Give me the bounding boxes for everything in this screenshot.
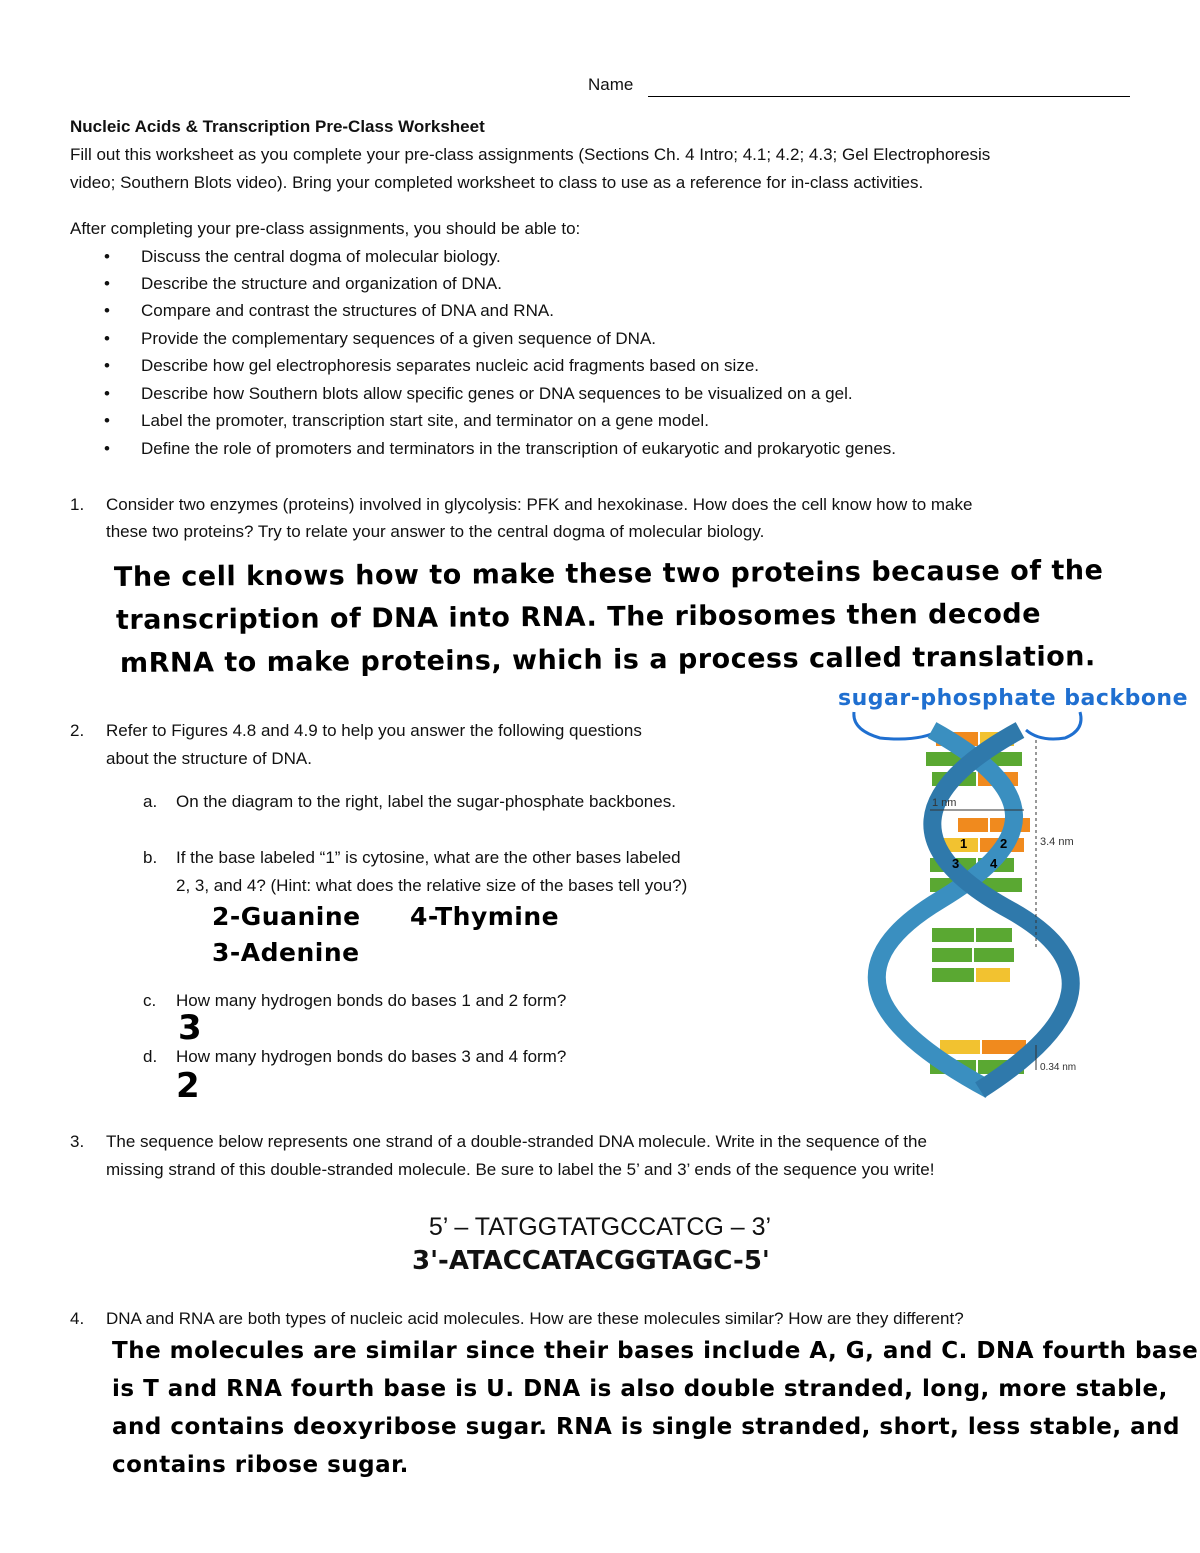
q3-line-2: missing strand of this double-stranded molecule. Be sure to label the 5’ and 3’ ends of the sequence you write! [106,1160,935,1179]
q1-answer-line-1: The cell knows how to make these two proteins because of the [113,555,1104,593]
q2d-letter: d. [143,1047,158,1066]
annotation-arrow-right [1026,712,1081,739]
worksheet-title: Nucleic Acids & Transcription Pre-Class Worksheet [70,117,485,136]
objective-item: Compare and contrast the structures of DNA and RNA. [141,301,554,320]
q1-line-2: these two proteins? Try to relate your answer to the central dogma of molecular biology. [106,522,765,541]
intro-line-2: video; Southern Blots video). Bring your completed worksheet to class to use as a reference for in-class activities. [70,173,924,192]
dna-helix-diagram [840,700,1160,1100]
bullet-icon: • [104,274,110,293]
q1-line-1: Consider two enzymes (proteins) involved in glycolysis: PFK and hexokinase. How does the cell know how to make [106,495,973,514]
bullet-icon: • [104,329,110,348]
q2b-line-1: If the base labeled “1” is cytosine, what are the other bases labeled [176,848,681,867]
bullet-icon: • [104,356,110,375]
base-label-4: 4 [990,856,998,871]
q2-number: 2. [70,721,85,740]
q2d-answer: 2 [176,1066,201,1106]
bullet-icon: • [104,247,110,266]
given-dna-sequence: 5’ – TATGGTATGCCATCG – 3’ [428,1213,772,1241]
q1-answer-line-3: mRNA to make proteins, which is a process called translation. [119,641,1096,679]
q2c-answer: 3 [178,1008,203,1048]
backbone-annotation: sugar-phosphate backbone [838,686,1189,711]
objective-item: Describe how Southern blots allow specific genes or DNA sequences to be visualized on a gel. [141,384,853,403]
q4-number: 4. [70,1309,85,1328]
objective-item: Discuss the central dogma of molecular biology. [141,247,501,266]
q4-answer-line-3: and contains deoxyribose sugar. RNA is single stranded, short, less stable, and [112,1414,1180,1440]
q2c-text: How many hydrogen bonds do bases 1 and 2 form? [176,991,567,1010]
base-label-1: 1 [960,836,968,851]
bullet-icon: • [104,411,110,430]
q2-line-1: Refer to Figures 4.8 and 4.9 to help you answer the following questions [106,721,642,740]
objective-item: Label the promoter, transcription start site, and terminator on a gene model. [141,411,709,430]
q2c-letter: c. [143,991,157,1010]
q1-number: 1. [70,495,85,514]
q2b-answer-3: 3-Adenine [212,938,360,967]
annotation-arrow-left [854,712,940,739]
q3-line-1: The sequence below represents one strand of a double-stranded DNA molecule. Write in the sequence of the [106,1132,927,1151]
bullet-icon: • [104,439,110,458]
name-label: Name [588,75,634,94]
q2b-line-2: 2, 3, and 4? (Hint: what does the relative size of the bases tell you?) [176,876,688,895]
q2b-answer-2: 2-Guanine [212,902,361,931]
intro-line-1: Fill out this worksheet as you complete your pre-class assignments (Sections Ch. 4 Intro; 4.1; 4.2; 4.3; Gel Electrophoresis [70,145,991,164]
q4-line-1: DNA and RNA are both types of nucleic acid molecules. How are these molecules similar? How are they different? [106,1309,964,1328]
base-label-3: 3 [952,856,960,871]
q2a-text: On the diagram to the right, label the sugar-phosphate backbones. [176,792,676,811]
objectives-lead: After completing your pre-class assignments, you should be able to: [70,219,581,238]
label-1nm: 1 nm [932,797,957,809]
bullet-icon: • [104,301,110,320]
label-034nm: 0.34 nm [1040,1062,1077,1073]
objective-item: Describe the structure and organization of DNA. [141,274,502,293]
q4-answer-line-1: The molecules are similar since their bases include A, G, and C. DNA fourth base [112,1338,1199,1364]
q2b-letter: b. [143,848,158,867]
q3-answer-sequence: 3'-ATACCATACGGTAGC-5' [412,1246,770,1276]
q4-answer-line-4: contains ribose sugar. [112,1452,409,1478]
q2a-letter: a. [143,792,158,811]
q3-number: 3. [70,1132,85,1151]
objective-item: Provide the complementary sequences of a given sequence of DNA. [141,329,657,348]
q2b-answer-4: 4-Thymine [410,902,560,931]
name-input-line[interactable] [648,96,1130,97]
label-34nm: 3.4 nm [1040,836,1074,848]
q2-line-2: about the structure of DNA. [106,749,312,768]
objective-item: Define the role of promoters and terminators in the transcription of eukaryotic and prokaryotic genes. [141,439,896,458]
q4-answer-line-2: is T and RNA fourth base is U. DNA is also double stranded, long, more stable, [112,1376,1168,1402]
q2d-text: How many hydrogen bonds do bases 3 and 4 form? [176,1047,567,1066]
objective-item: Describe how gel electrophoresis separates nucleic acid fragments based on size. [141,356,759,375]
bullet-icon: • [104,384,110,403]
base-label-2: 2 [1000,836,1008,851]
q1-answer-line-2: transcription of DNA into RNA. The ribosomes then decode [115,598,1042,636]
